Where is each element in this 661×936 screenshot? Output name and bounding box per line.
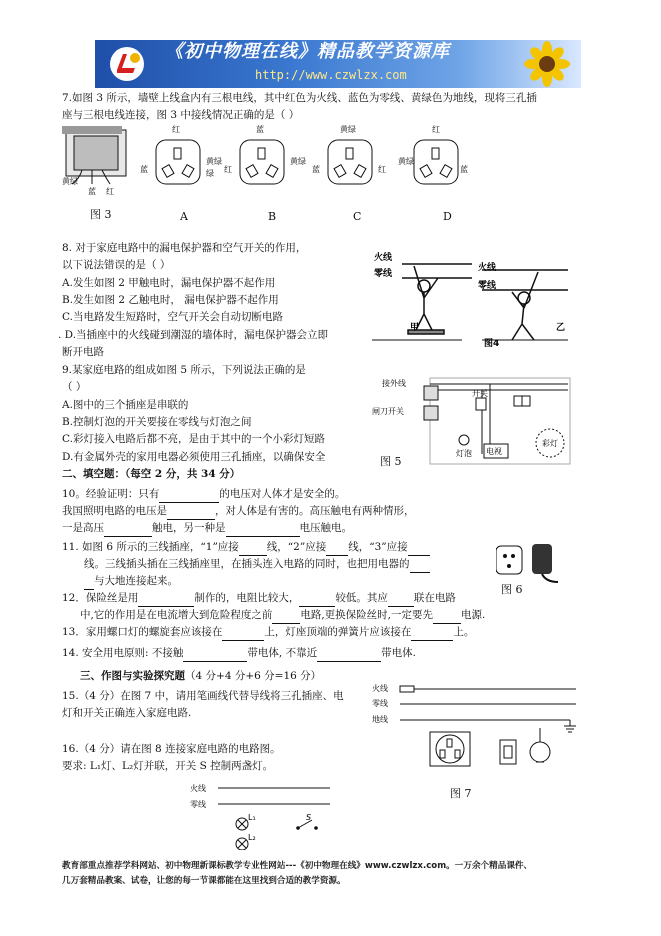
svg-text:黄绿: 黄绿 bbox=[290, 157, 306, 166]
svg-text:L₂: L₂ bbox=[248, 833, 256, 842]
q16-line2: 要求: L₁灯、L₂灯并联，开关 S 控制两盏灯。 bbox=[62, 760, 274, 772]
option-b-label: B bbox=[268, 210, 277, 223]
svg-text:零线: 零线 bbox=[478, 281, 497, 291]
svg-text:接外线: 接外线 bbox=[382, 379, 406, 388]
fig3-junction-box bbox=[62, 124, 142, 198]
q15-line1: 15.（4 分）在图 7 中，请用笔画线代替导线将三孔插座、电 bbox=[62, 690, 344, 702]
site-banner bbox=[95, 40, 581, 88]
svg-text:火线: 火线 bbox=[478, 263, 497, 273]
svg-text:地线: 地线 bbox=[372, 715, 388, 724]
svg-text:零线: 零线 bbox=[190, 800, 206, 809]
q9-option-d: D.有金属外壳的家用电器必须使用三孔插座，以确保安全 bbox=[62, 451, 326, 463]
option-c-socket bbox=[312, 124, 386, 184]
svg-text:彩灯: 彩灯 bbox=[542, 439, 558, 448]
q9-line1: 9.某家庭电路的组成如图 5 所示，下列说法正确的是 bbox=[62, 364, 306, 376]
svg-text:蓝: 蓝 bbox=[256, 125, 264, 134]
svg-text:红: 红 bbox=[172, 125, 180, 134]
q8-option-d: . D.当插座中的火线碰到潮湿的墙体时，漏电保护器会立即 bbox=[58, 329, 329, 341]
q10-line2: 我国照明电路的电压是 ，对人体是有害的。高压触电有两种情形， bbox=[62, 503, 415, 520]
svg-text:绿: 绿 bbox=[206, 169, 214, 178]
svg-text:开关: 开关 bbox=[472, 389, 488, 398]
svg-text:蓝: 蓝 bbox=[460, 165, 468, 174]
option-d-label: D bbox=[443, 210, 452, 223]
svg-text:闸刀开关: 闸刀开关 bbox=[372, 407, 404, 416]
fig5-household-circuit bbox=[372, 368, 572, 468]
svg-text:黄绿: 黄绿 bbox=[340, 125, 356, 134]
sunflower-icon bbox=[519, 40, 575, 88]
svg-text:黄绿: 黄绿 bbox=[398, 157, 414, 166]
q10-line1: 10。经验证明：只有 的电压对人体才是安全的。 bbox=[62, 486, 345, 503]
svg-text:甲: 甲 bbox=[410, 323, 420, 333]
svg-text:S: S bbox=[306, 813, 312, 822]
footer-line1: 教育部重点推荐学科网站、初中物理新课标教学专业性网站---《初中物理在线》www.czwlzx.com。一万余个精品课件、 bbox=[62, 861, 533, 871]
svg-text:L₁: L₁ bbox=[248, 813, 256, 822]
page-footer bbox=[62, 859, 622, 889]
svg-text:灯泡: 灯泡 bbox=[456, 449, 472, 458]
q7-text-line2: 座与三根电线连接，图 3 中接线情况正确的是（ ） bbox=[62, 109, 300, 121]
svg-text:电视: 电视 bbox=[486, 447, 502, 456]
site-logo-icon bbox=[109, 46, 145, 82]
q14-line: 14. 安全用电原则: 不接触 带电体, 不靠近 带电体. bbox=[62, 645, 416, 662]
q11-line3: 与大地连接起来。 bbox=[84, 573, 178, 590]
option-c-label: C bbox=[353, 210, 362, 223]
q11-line2: 线。三线插头插在三线插座里，在插头连入电路的同时，也把用电器的 bbox=[84, 556, 430, 573]
banner-url[interactable]: http://www.czwlzx.com bbox=[255, 68, 407, 82]
svg-text:零线: 零线 bbox=[374, 269, 393, 279]
q8-option-a: A.发生如图 2 甲触电时，漏电保护器不起作用 bbox=[62, 277, 276, 289]
fig5-caption: 图 5 bbox=[380, 455, 402, 468]
q15-line2: 灯和开关正确连入家庭电路. bbox=[62, 707, 192, 719]
q7-socket-options bbox=[140, 122, 470, 198]
svg-text:火线: 火线 bbox=[372, 684, 388, 693]
svg-text:零线: 零线 bbox=[372, 699, 388, 708]
q8-option-d-cont: 断开电路 bbox=[62, 346, 104, 358]
section2-title: 二、填空题：（每空 2 分，共 34 分） bbox=[62, 468, 241, 480]
q10-line3: 一是高压 触电，另一种是 电压触电。 bbox=[62, 520, 352, 537]
q9-line2: （ ） bbox=[62, 381, 87, 393]
footer-line2: 几万套精品教案、试卷，让您的每一节课都能在这里找到合适的教学资源。 bbox=[62, 876, 346, 886]
svg-text:火线: 火线 bbox=[374, 253, 393, 263]
svg-text:图4: 图4 bbox=[484, 339, 500, 349]
fig4-electric-shock bbox=[372, 248, 572, 350]
fig7-caption: 图 7 bbox=[450, 787, 472, 800]
q11-line1: 11. 如图 6 所示的三线插座，“1”应接 线，“2”应接 线，“3”应接 bbox=[62, 539, 430, 556]
option-b-socket bbox=[224, 124, 306, 184]
svg-text:红: 红 bbox=[432, 125, 440, 134]
svg-text:黄绿: 黄绿 bbox=[206, 157, 222, 166]
q8-option-c: C.当电路发生短路时，空气开关会自动切断电路 bbox=[62, 311, 283, 323]
option-a-socket bbox=[140, 124, 222, 184]
svg-text:红: 红 bbox=[378, 165, 386, 174]
q9-option-c: C.彩灯接入电路后都不亮，是由于其中的一个小彩灯短路 bbox=[62, 433, 325, 445]
q12-line2: 中,它的作用是在电流增大到危险程度之前 电路,更换保险丝时,一定要先 电源. bbox=[80, 607, 485, 624]
fig6-caption: 图 6 bbox=[501, 583, 523, 596]
fig3-caption: 图 3 bbox=[90, 208, 112, 221]
section3-title: 三、作图与实验探究题（4 分+4 分+6 分=16 分） bbox=[80, 670, 322, 682]
q9-option-b: B.控制灯泡的开关要接在零线与灯泡之间 bbox=[62, 416, 252, 428]
q9-option-a: A.图中的三个插座是串联的 bbox=[62, 399, 189, 411]
option-d-socket bbox=[398, 124, 468, 184]
q8-line1: 8. 对于家庭电路中的漏电保护器和空气开关的作用， bbox=[62, 242, 307, 254]
q16-line1: 16.（4 分）请在图 8 连接家庭电路的电路图。 bbox=[62, 743, 281, 755]
banner-title: 《初中物理在线》精品教学资源库 bbox=[165, 41, 450, 62]
fig6-three-pin-socket bbox=[496, 540, 562, 584]
q13-line: 13．家用螺口灯的螺旋套应该接在 上，灯座顶端的弹簧片应该接在 上。 bbox=[62, 624, 474, 641]
svg-text:蓝: 蓝 bbox=[140, 165, 148, 174]
q7-text-line1: 7.如图 3 所示，墙壁上线盒内有三根电线，其中红色为火线、蓝色为零线、黄绿色为地线，现将三孔插 bbox=[62, 92, 537, 104]
box-label-red: 红 bbox=[106, 187, 114, 196]
box-label-yellowgreen: 黄绿 bbox=[62, 177, 78, 186]
box-label-blue: 蓝 bbox=[88, 187, 96, 196]
svg-text:乙: 乙 bbox=[556, 323, 566, 333]
fig7-wiring-diagram bbox=[372, 680, 592, 778]
fig8-parallel-circuit bbox=[190, 780, 340, 850]
q12-line1: 12．保险丝是用 制作的，电阻比较大， 较低。其应 联在电路 bbox=[62, 590, 456, 607]
svg-text:火线: 火线 bbox=[190, 784, 206, 793]
q8-line2: 以下说法错误的是（ ） bbox=[62, 259, 171, 271]
svg-text:红: 红 bbox=[224, 165, 232, 174]
option-a-label: A bbox=[180, 210, 188, 223]
q8-option-b: B.发生如图 2 乙触电时， 漏电保护器不起作用 bbox=[62, 294, 279, 306]
svg-text:蓝: 蓝 bbox=[312, 165, 320, 174]
